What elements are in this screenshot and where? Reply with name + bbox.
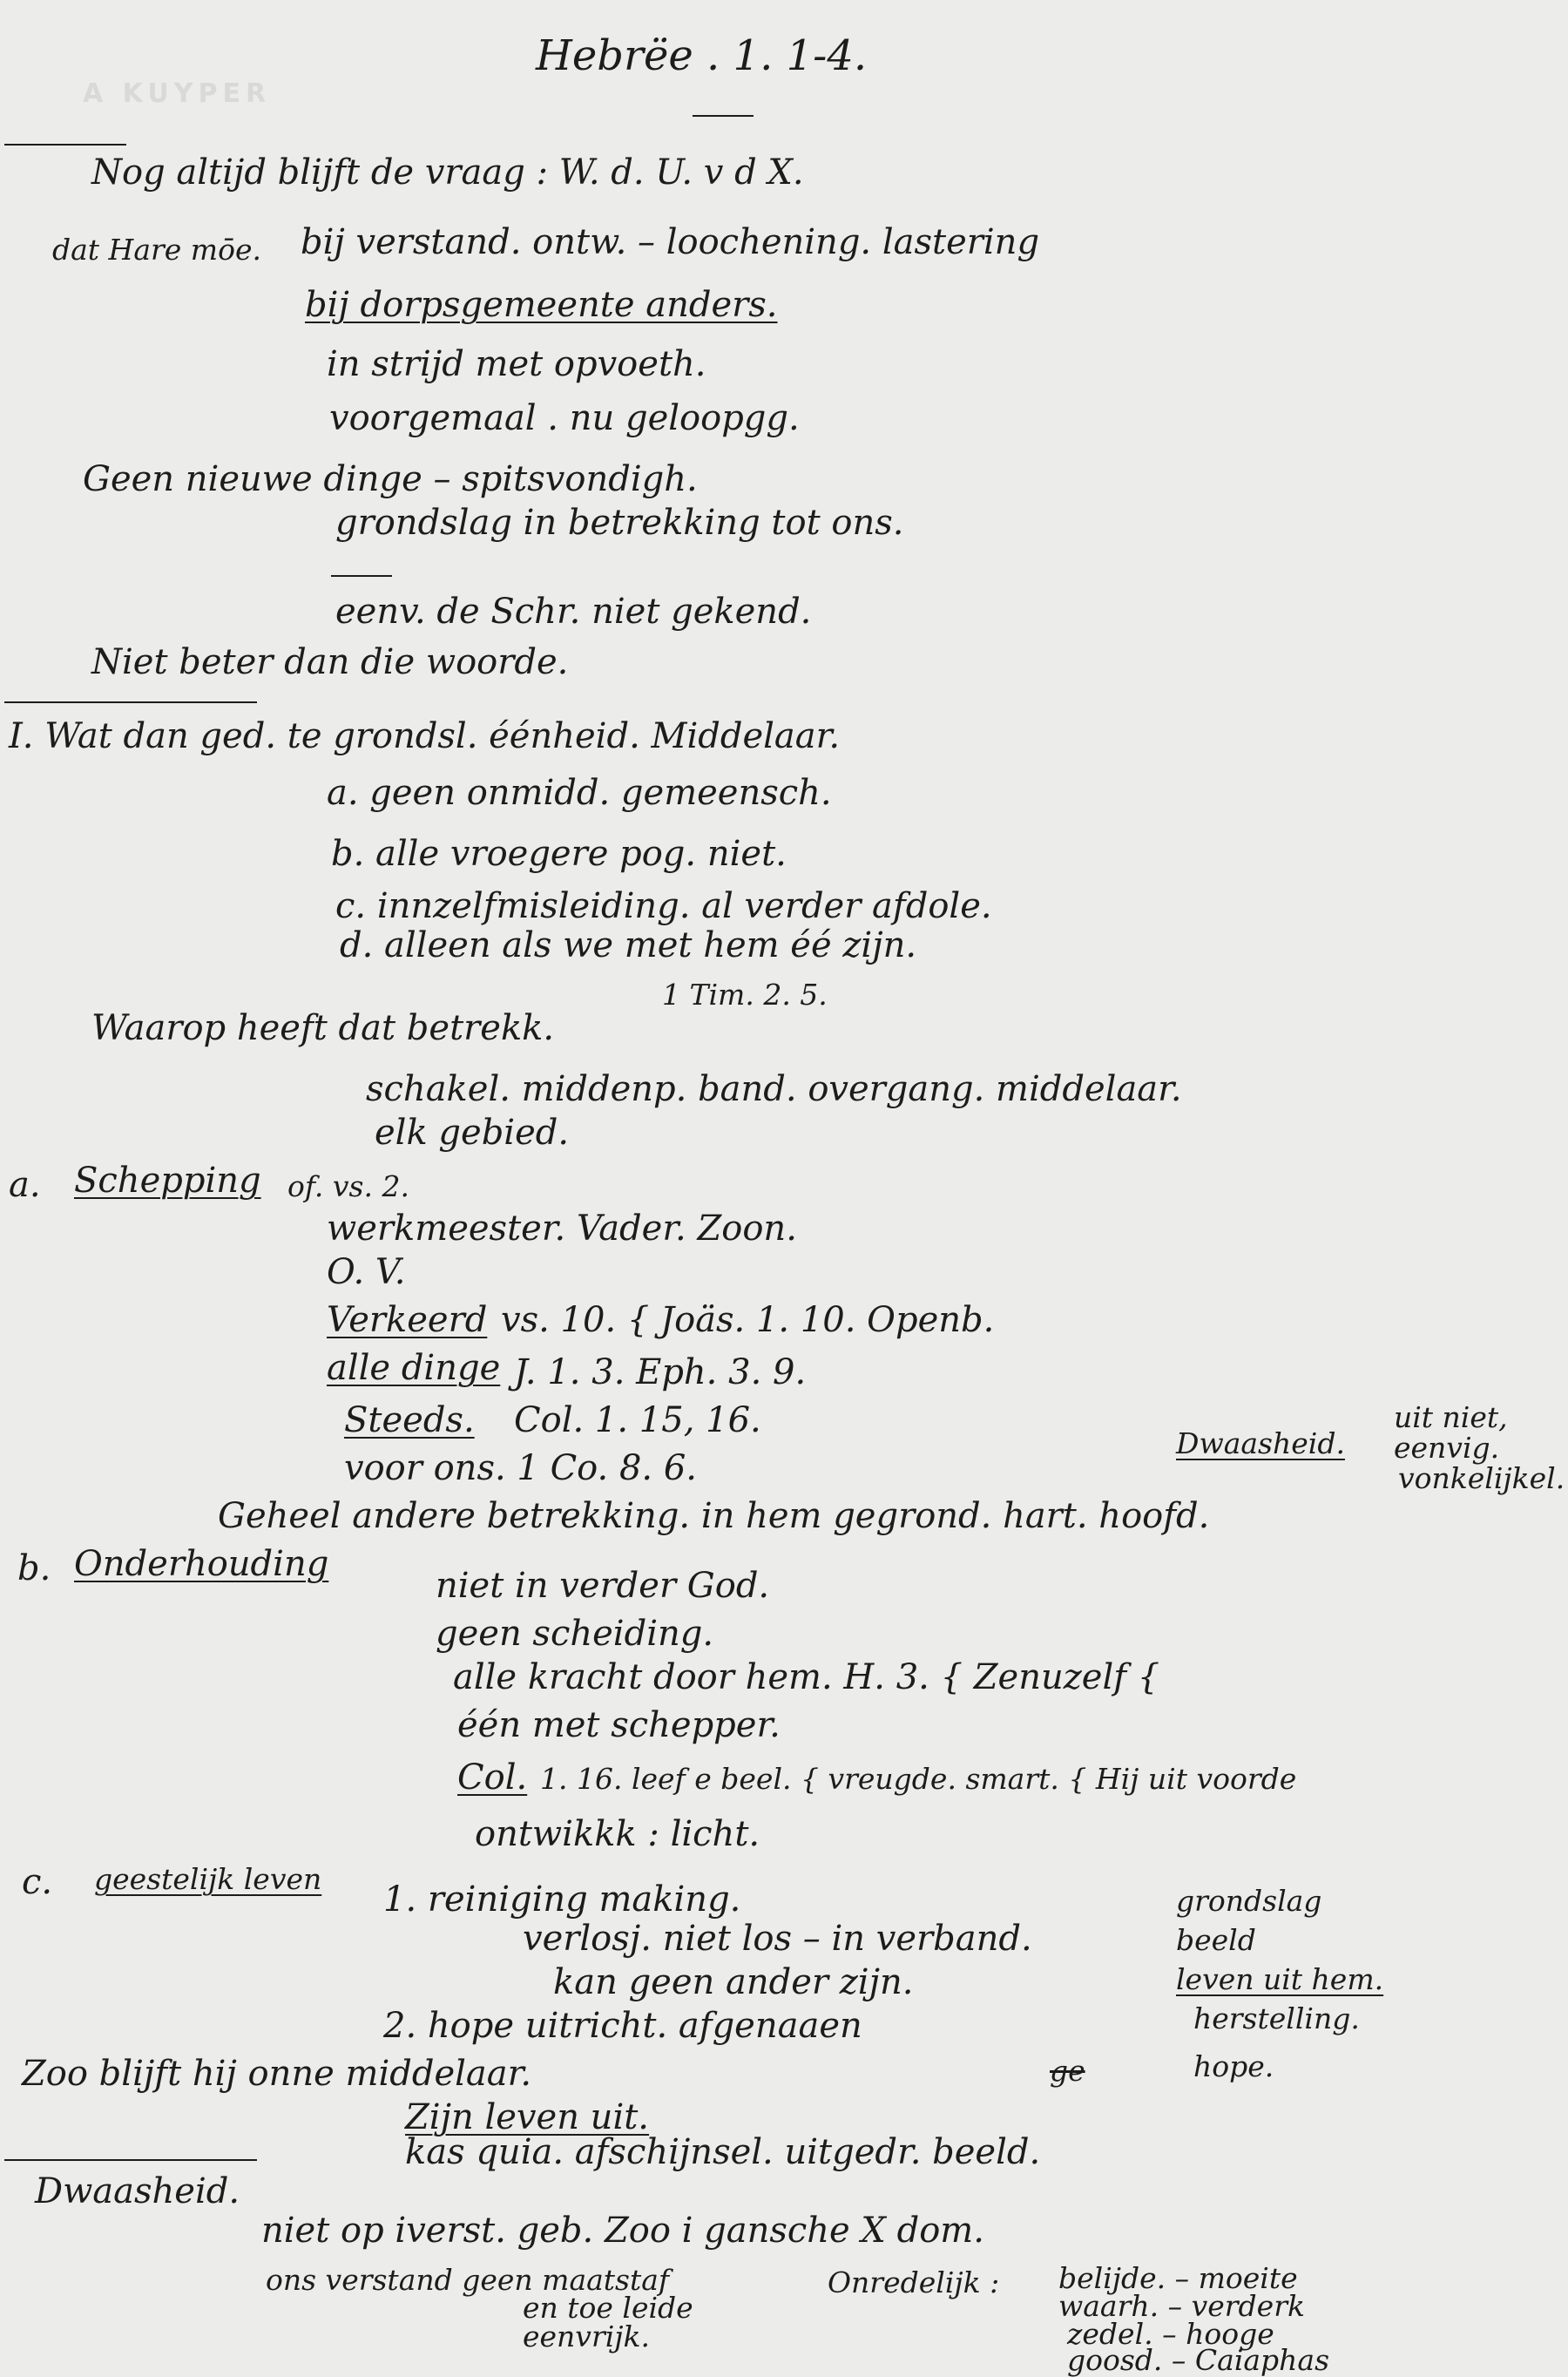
line-25: voor ons. 1 Co. 8. 6. xyxy=(344,1448,698,1488)
line-2-margin: dat Hare mōe. xyxy=(52,233,261,267)
line-28: geen scheiding. xyxy=(436,1614,714,1654)
line-38: Zijn leven uit. xyxy=(405,2097,650,2137)
line-22: vs. 10. { Joäs. 1. 10. Openb. xyxy=(501,1300,995,1340)
line-42-mid: Onredelijk : xyxy=(828,2265,1000,2299)
line-19-ref: of. vs. 2. xyxy=(287,1169,409,1203)
line-5: voorgemaal . nu geloopgg. xyxy=(329,398,800,438)
line-32: ontwikkk : licht. xyxy=(475,1814,760,1854)
line-40: Dwaasheid. xyxy=(35,2171,240,2211)
line-44-left: eenvrijk. xyxy=(523,2319,651,2353)
margin-grondslag-4: herstelling. xyxy=(1193,2001,1360,2035)
line-42-right: belijde. – moeite xyxy=(1058,2261,1298,2295)
margin-dwaasheid-3: vonkelijkel. xyxy=(1398,1461,1565,1495)
margin-grondslag-1: grondslag xyxy=(1176,1884,1322,1918)
line-3: bij dorpsgemeente anders. xyxy=(305,285,778,325)
line-8: eenv. de Schr. niet gekend. xyxy=(335,592,812,632)
line-2: bij verstand. ontw. – loochening. lastering xyxy=(301,222,1040,262)
line-6: Geen nieuwe dinge – spitsvondigh. xyxy=(83,459,698,499)
line-43-right: waarh. – verderk xyxy=(1058,2289,1305,2323)
section-rule-2 xyxy=(4,2159,257,2161)
margin-dwaasheid: Dwaasheid. xyxy=(1176,1426,1345,1460)
line-16: Waarop heeft dat betrekk. xyxy=(91,1008,555,1048)
line-33-letter: c. xyxy=(22,1862,53,1902)
short-rule xyxy=(331,575,392,577)
line-34: verlosj. niet los – in verband. xyxy=(523,1919,1032,1959)
line-20: werkmeester. Vader. Zoon. xyxy=(327,1209,797,1249)
line-36: 2. hope uitricht. afgenaaen xyxy=(383,2006,862,2046)
line-27-letter: b. xyxy=(17,1548,51,1588)
line-18: elk gebied. xyxy=(375,1113,570,1153)
margin-grondslag-5: hope. xyxy=(1193,2049,1274,2083)
line-10: I. Wat dan ged. te grondsl. éénheid. Middelaar. xyxy=(9,716,841,756)
line-24: Col. 1. 15, 16. xyxy=(514,1400,761,1440)
line-35: kan geen ander zijn. xyxy=(553,1962,914,2002)
line-19-letter: a. xyxy=(9,1165,41,1205)
header-rule xyxy=(4,144,126,146)
line-27-heading: Onderhouding xyxy=(74,1544,329,1584)
title-underline xyxy=(693,115,754,117)
line-14: d. alleen als we met hem éé zijn. xyxy=(340,925,917,965)
line-24-word: Steeds. xyxy=(344,1400,475,1440)
line-17: schakel. middenp. band. overgang. middelaar. xyxy=(366,1069,1182,1109)
line-30: één met schepper. xyxy=(457,1705,781,1745)
line-23: J. 1. 3. Eph. 3. 9. xyxy=(514,1352,807,1392)
line-23-word: alle dinge xyxy=(327,1348,501,1388)
line-43-left: en toe leide xyxy=(523,2291,693,2325)
line-41: niet op iverst. geb. Zoo i gansche X dom. xyxy=(261,2211,984,2251)
line-31-word: Col. xyxy=(457,1757,528,1798)
line-11: a. geen onmidd. gemeensch. xyxy=(327,773,832,813)
line-9: Niet beter dan die woorde. xyxy=(91,642,569,682)
line-22-word: Verkeerd xyxy=(327,1300,488,1340)
line-37-struck: ge xyxy=(1050,2054,1085,2088)
line-33: 1. reiniging making. xyxy=(383,1879,741,1920)
margin-grondslag-2: beeld xyxy=(1176,1923,1256,1957)
line-44-right: zedel. – hooge xyxy=(1067,2317,1274,2351)
line-13: c. innzelfmisleiding. al verder afdole. xyxy=(335,886,992,926)
line-37: Zoo blijft hij onne middelaar. xyxy=(22,2054,532,2094)
line-21: O. V. xyxy=(327,1252,406,1292)
line-45: goosd. – Caiaphas xyxy=(1067,2343,1330,2377)
section-rule-1 xyxy=(4,701,257,703)
line-31: 1. 16. leef e beel. { vreugde. smart. { Hij uit voorde xyxy=(540,1762,1297,1796)
line-1: Nog altijd blijft de vraag : W. d. U. v d X. xyxy=(91,152,804,193)
line-26: Geheel andere betrekking. in hem gegrond. hart. hoofd. xyxy=(218,1496,1210,1536)
line-12: b. alle vroegere pog. niet. xyxy=(331,834,787,874)
margin-dwaasheid-2: eenvig. xyxy=(1394,1431,1500,1465)
line-29: alle kracht door hem. H. 3. { Zenuzelf { xyxy=(453,1657,1160,1697)
line-4: in strijd met opvoeth. xyxy=(327,344,706,384)
line-15: 1 Tim. 2. 5. xyxy=(662,978,828,1012)
line-27: niet in verder God. xyxy=(436,1566,770,1606)
line-33-heading: geestelijk leven xyxy=(94,1862,322,1896)
page-title: Hebrëe . 1. 1-4. xyxy=(536,31,868,80)
line-7: grondslag in betrekking tot ons. xyxy=(335,503,904,543)
library-stamp: A KUYPER xyxy=(83,78,272,109)
line-19-heading: Schepping xyxy=(74,1161,261,1201)
line-42-left: ons verstand geen maatstaf xyxy=(266,2263,670,2297)
margin-grondslag-3: leven uit hem. xyxy=(1176,1962,1384,1996)
margin-dwaasheid-1: uit niet, xyxy=(1394,1400,1508,1434)
line-39: kas quia. afschijnsel. uitgedr. beeld. xyxy=(405,2132,1041,2172)
